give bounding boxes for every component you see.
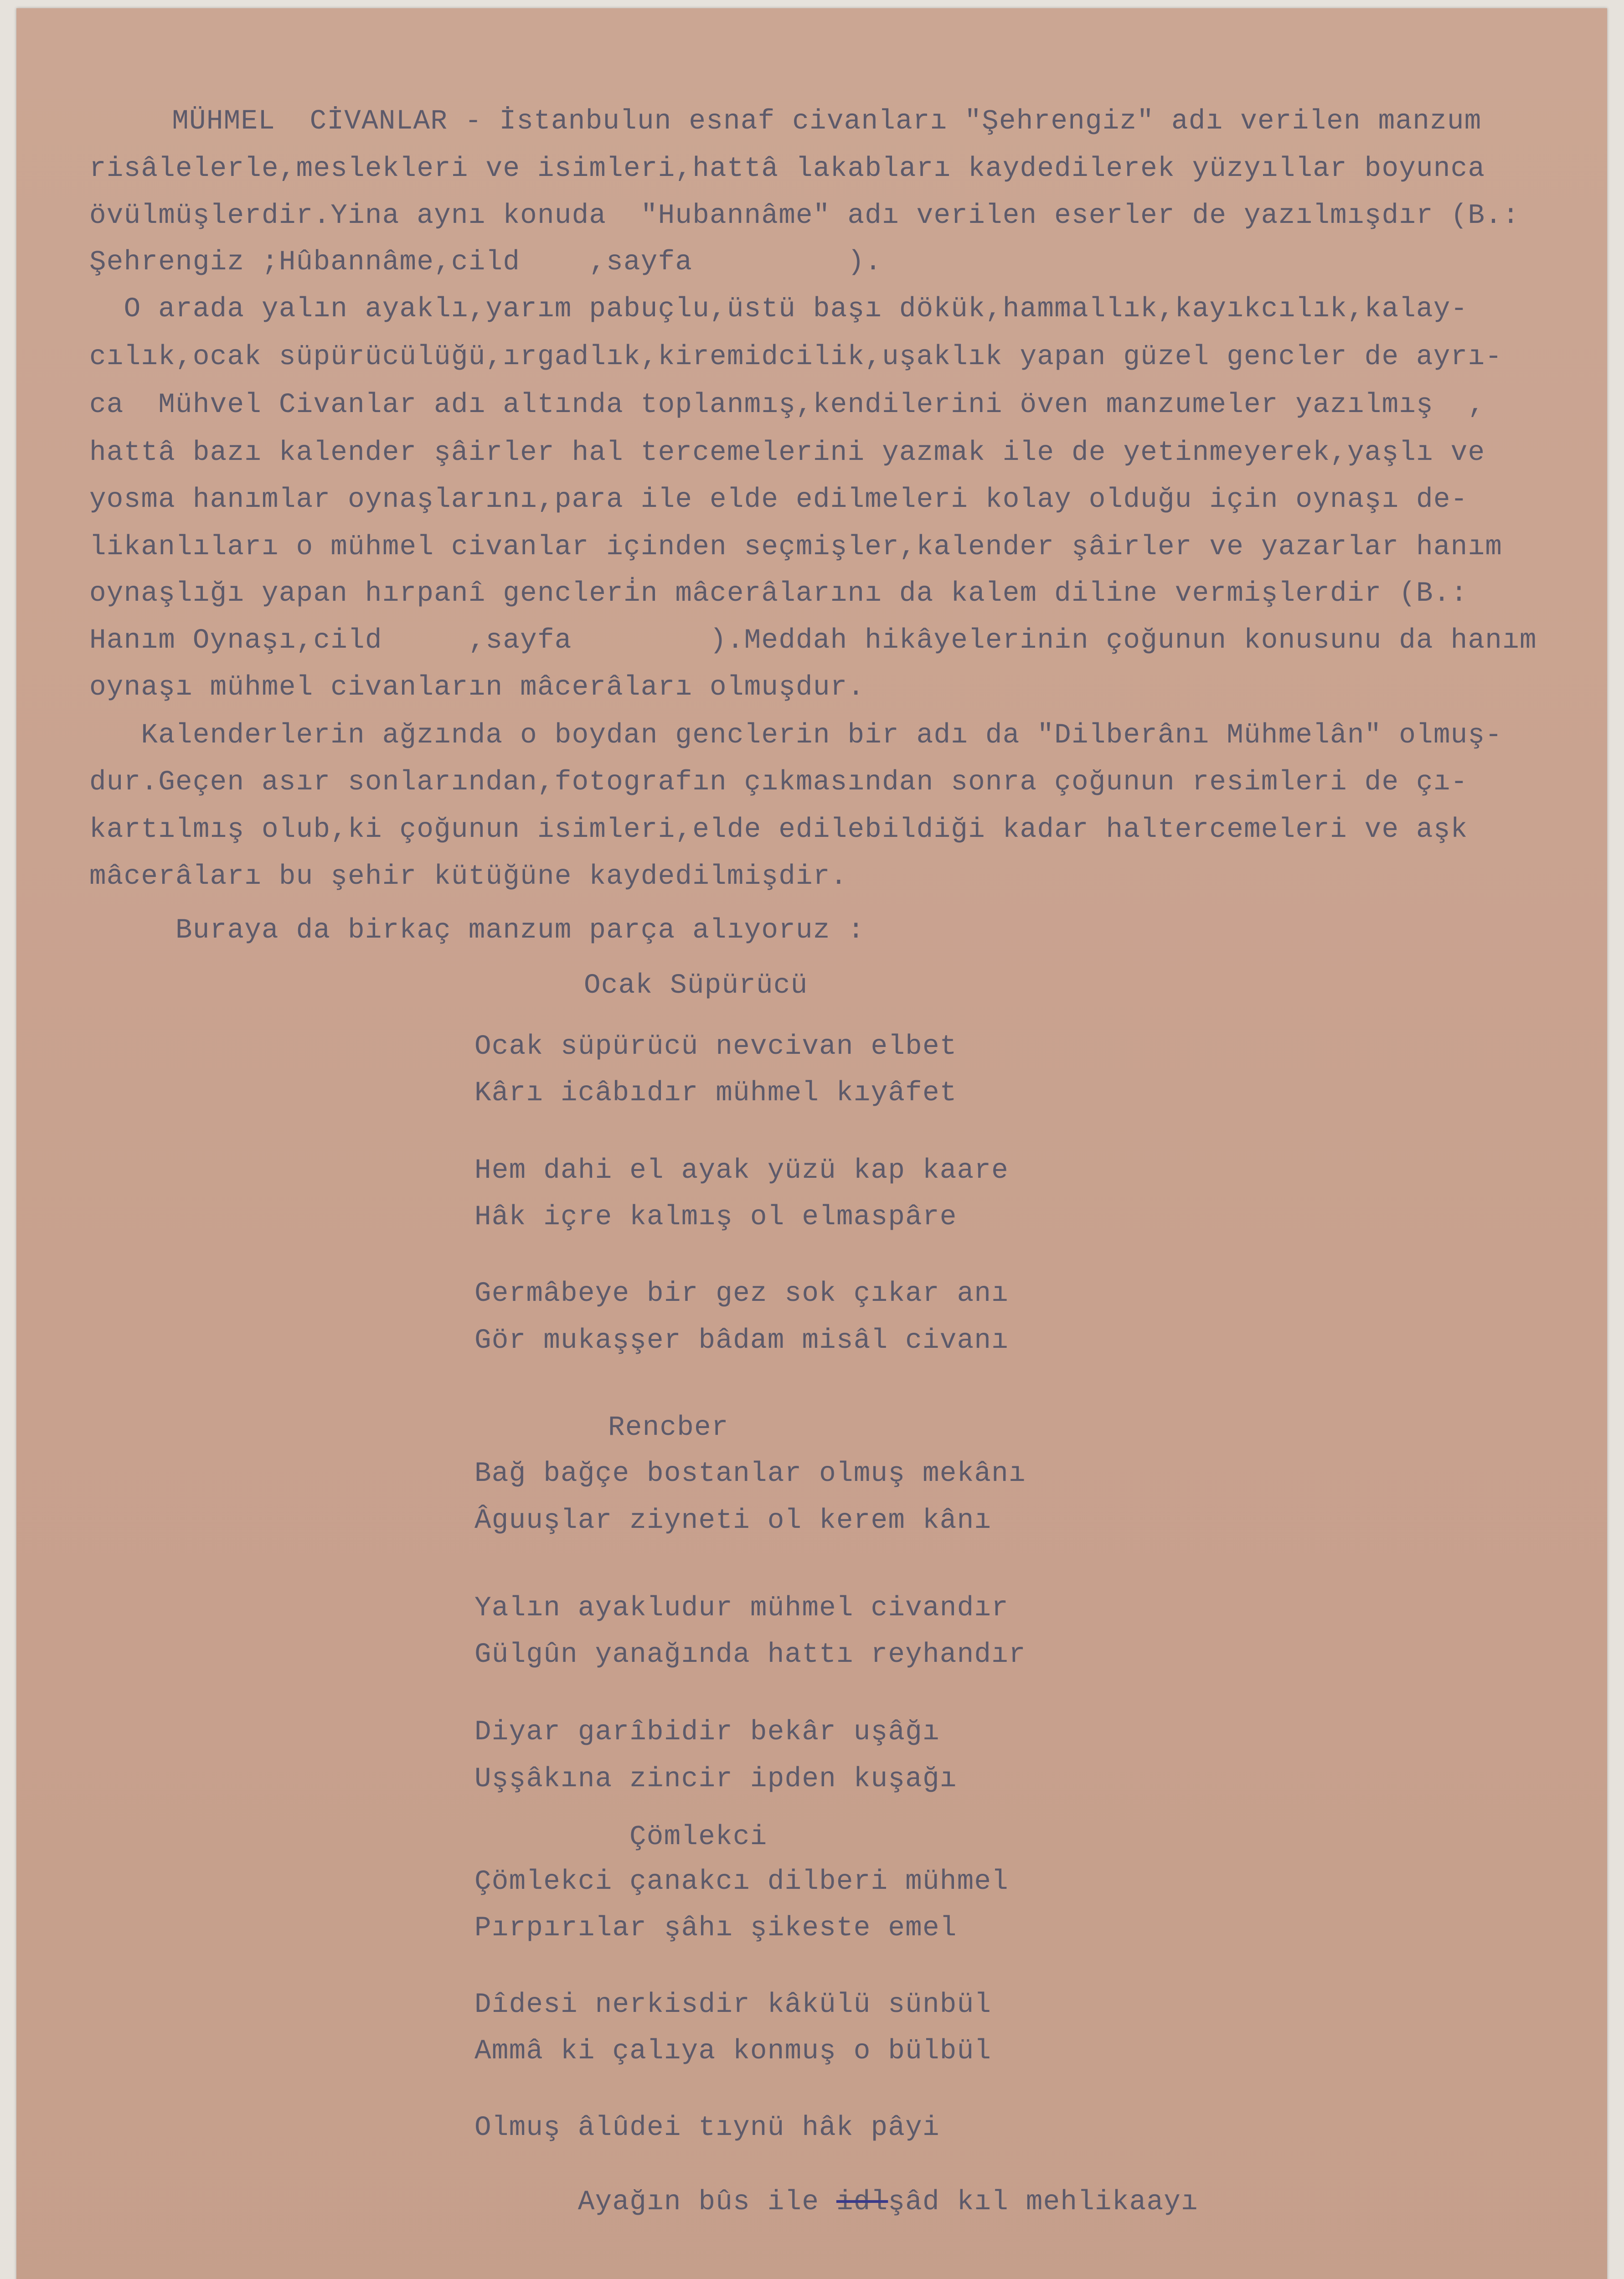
text-line: likanlıları o mühmel civanlar içinden seçmişler,kalender şâirler ve yazarlar hanım: [89, 531, 1503, 563]
typewritten-text: [16, 8, 1607, 2218]
verse-line: Gülgûn yanağında hattı reyhandır: [474, 1639, 1026, 1671]
verse-line: Uşşâkına zincir ipden kuşağı: [474, 1763, 957, 1795]
text-line: Şehrengiz ;Hûbannâme,cild ,sayfa ).: [89, 247, 882, 278]
text-line: Hanım Oynaşı,cild ,sayfa ).Meddah hikâyelerinin çoğunun konusunu da hanım: [89, 625, 1537, 656]
text-line: cılık,ocak süpürücülüğü,ırgadlık,kiremidcilik,uşaklık yapan güzel gencler de ayrı-: [89, 341, 1503, 373]
verse-line: [474, 2160, 1198, 2244]
verse-line: Kârı icâbıdır mühmel kıyâfet: [474, 1078, 957, 1109]
verse-line: Âguuşlar ziyneti ol kerem kânı: [474, 1505, 992, 1537]
verse-line: Germâbeye bir gez sok çıkar anı: [474, 1278, 1009, 1310]
verse-line: Hem dahi el ayak yüzü kap kaare: [474, 1155, 1009, 1186]
text-line: Buraya da birkaç manzum parça alıyoruz :: [89, 915, 865, 946]
verse-line-end: şâd kıl mehlikaayı: [888, 2186, 1198, 2218]
text-line: risâlelerle,meslekleri ve isimleri,hattâ lakabları kaydedilerek yüzyıllar boyunca: [89, 153, 1485, 185]
text-line: övülmüşlerdir.Yina aynı konuda "Hubannâme" adı verilen eserler de yazılmışdır (B.:: [89, 200, 1520, 232]
text-line: hattâ bazı kalender şâirler hal tercemelerini yazmak ile de yetinmeyerek,yaşlı ve: [89, 437, 1485, 469]
text-line: oynaşı mühmel civanların mâcerâları olmuşdur.: [89, 672, 865, 703]
text-line: Kalenderlerin ağzında o boydan genclerin bir adı da "Dilberânı Mühmelân" olmuş-: [89, 720, 1503, 751]
poem-title: Rencber: [608, 1412, 729, 1444]
verse-line: Bağ bağçe bostanlar olmuş mekânı: [474, 1458, 1026, 1490]
text-line: oynaşlığı yapan hırpanî gencleri̇n mâcerâlarını da kalem diline vermişlerdir (B.:: [89, 578, 1468, 609]
verse-line: Gör mukaşşer bâdam misâl civanı: [474, 1325, 1009, 1356]
text-line: MÜHMEL CİVANLAR - İstanbulun esnaf civanları "Şehrengiz" adı verilen manzum: [103, 106, 1482, 137]
verse-line: Hâk içre kalmış ol elmaspâre: [474, 1201, 957, 1233]
verse-line: Yalın ayakludur mühmel civandır: [474, 1593, 1009, 1624]
verse-line: Olmuş âlûdei tıynü hâk pâyi: [474, 2112, 940, 2144]
paper-sheet: [16, 8, 1607, 2279]
verse-line: Ammâ ki çalıya konmuş o bülbül: [474, 2036, 992, 2067]
struck-word: idl: [836, 2186, 888, 2218]
verse-line: Pırpırılar şâhı şikeste emel: [474, 1913, 957, 1944]
verse-line: Ocak süpürücü nevcivan elbet: [474, 1031, 957, 1062]
text-line: dur.Geçen asır sonlarından,fotografın çıkmasından sonra çoğunun resimleri de çı-: [89, 767, 1468, 798]
verse-line: Diyar garîbidir bekâr uşâğı: [474, 1717, 940, 1748]
verse-line: Çömlekci çanakcı dilberi mühmel: [474, 1866, 1009, 1897]
text-line: yosma hanımlar oynaşlarını,para ile elde edilmeleri kolay olduğu için oynaşı de-: [89, 484, 1468, 516]
verse-line: Dîdesi nerkisdir kâkülü sünbül: [474, 1989, 992, 2021]
poem-title: Ocak Süpürücü: [584, 970, 808, 1001]
poem-title: Çömlekci: [629, 1821, 768, 1853]
text-line: mâcerâları bu şehir kütüğüne kaydedilmişdir.: [89, 861, 848, 892]
text-line: O arada yalın ayaklı,yarım pabuçlu,üstü başı dökük,hammallık,kayıkcılık,kalay-: [89, 294, 1468, 325]
text-line: kartılmış olub,ki çoğunun isimleri,elde edilebildiği kadar haltercemeleri ve aşk: [89, 814, 1468, 846]
verse-line-start: Ayağın bûs ile: [577, 2186, 836, 2218]
text-line: ca Mühvel Civanlar adı altında toplanmış,kendilerini öven manzumeler yazılmış ,: [89, 389, 1485, 421]
